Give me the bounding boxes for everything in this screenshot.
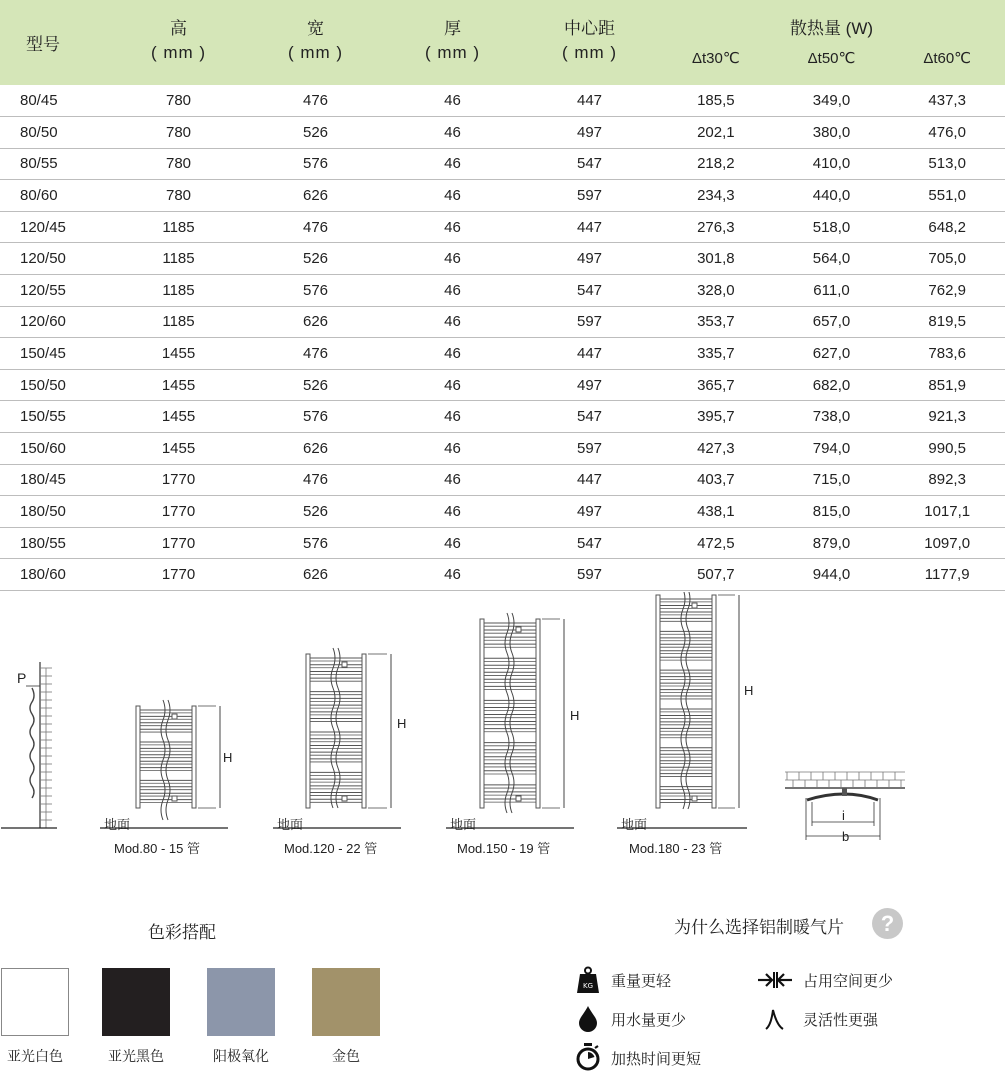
cell-center: 547 xyxy=(521,148,658,180)
side-radiator-profile xyxy=(30,688,34,798)
cell-height: 780 xyxy=(110,117,247,149)
header-thickness: 厚 ( mm ) xyxy=(424,19,481,62)
cell-dt50: 879,0 xyxy=(812,534,851,552)
swatch-matte-white xyxy=(1,968,69,1036)
table-row xyxy=(0,275,1005,307)
cell-dt50: 564,0 xyxy=(812,250,851,268)
cell-dt30: 507,7 xyxy=(697,566,735,584)
height-label-80: H xyxy=(223,750,233,765)
feature-space-saving: 占用空间更少 xyxy=(803,973,894,990)
height-label-180: H xyxy=(744,683,754,698)
cell-dt30: 218,2 xyxy=(697,155,735,173)
rad80-break-line xyxy=(166,700,170,820)
swatch-label-matte-black: 亚光黑色 xyxy=(108,1048,164,1064)
swatch-label-anodized: 阳极氧化 xyxy=(213,1048,269,1064)
cell-dt60: 1017,1 xyxy=(924,503,971,521)
cell-dt60: 921,3 xyxy=(928,408,966,426)
cell-center: 597 xyxy=(521,559,658,591)
cell-width: 626 xyxy=(247,433,384,465)
feature-flexible: 灵活性更强 xyxy=(803,1012,879,1029)
cell-dt50: 657,0 xyxy=(812,313,851,331)
height-label-150: H xyxy=(570,708,580,723)
cell-model: 150/50 xyxy=(0,369,110,401)
cell-dt60: 892,3 xyxy=(928,471,966,489)
cell-heat-group xyxy=(658,243,1005,275)
table-body xyxy=(0,85,1005,591)
cell-thickness: 46 xyxy=(384,117,521,149)
cell-model: 80/50 xyxy=(0,117,110,149)
cell-dt50: 738,0 xyxy=(812,408,851,426)
cell-model: 180/60 xyxy=(0,559,110,591)
cell-thickness: 46 xyxy=(384,148,521,180)
cell-height: 1185 xyxy=(110,275,247,307)
cell-width: 526 xyxy=(247,243,384,275)
cell-model: 120/60 xyxy=(0,306,110,338)
header-dt30: Δt30℃ xyxy=(691,50,740,67)
rad150-left-rail xyxy=(480,619,484,808)
cell-heat-group xyxy=(658,117,1005,149)
cell-center: 447 xyxy=(521,211,658,243)
cell-model: 180/50 xyxy=(0,496,110,528)
cell-thickness: 46 xyxy=(384,180,521,212)
cell-dt30: 202,1 xyxy=(697,123,735,141)
cell-thickness: 46 xyxy=(384,85,521,117)
table-row xyxy=(0,496,1005,528)
cell-dt30: 395,7 xyxy=(697,408,735,426)
feature-less-water: 用水量更少 xyxy=(611,1012,687,1029)
cell-center: 447 xyxy=(521,338,658,370)
cell-heat-group xyxy=(658,338,1005,370)
table-row xyxy=(0,369,1005,401)
rad180-bracket xyxy=(692,796,697,801)
cell-model: 150/55 xyxy=(0,401,110,433)
cell-dt50: 410,0 xyxy=(812,155,851,173)
cell-heat-group xyxy=(658,369,1005,401)
cell-width: 576 xyxy=(247,148,384,180)
rad120-left-rail xyxy=(306,654,310,808)
cell-model: 150/45 xyxy=(0,338,110,370)
table-row xyxy=(0,338,1005,370)
table-row xyxy=(0,211,1005,243)
cell-heat-group xyxy=(658,306,1005,338)
cell-width: 476 xyxy=(247,338,384,370)
rad180-right-rail xyxy=(712,595,716,808)
rad150-break-line xyxy=(505,613,509,813)
header-height: 高 ( mm ) xyxy=(150,19,207,62)
ground-label-150: 地面 xyxy=(450,817,477,832)
flexibility-icon xyxy=(763,1008,785,1030)
cell-thickness: 46 xyxy=(384,243,521,275)
cell-thickness: 46 xyxy=(384,369,521,401)
cell-dt30: 185,5 xyxy=(697,92,735,110)
cell-width: 476 xyxy=(247,211,384,243)
cell-thickness: 46 xyxy=(384,496,521,528)
cell-dt60: 819,5 xyxy=(928,313,966,331)
cell-model: 120/45 xyxy=(0,211,110,243)
swatch-gold xyxy=(312,968,380,1036)
cell-dt30: 328,0 xyxy=(697,281,735,299)
cell-dt60: 783,6 xyxy=(928,345,966,363)
rad80-bracket xyxy=(172,796,177,801)
cell-height: 1185 xyxy=(110,243,247,275)
cell-model: 80/60 xyxy=(0,180,110,212)
cell-width: 526 xyxy=(247,496,384,528)
cell-dt50: 794,0 xyxy=(812,439,851,457)
cell-heat-group xyxy=(658,433,1005,465)
cell-model: 120/50 xyxy=(0,243,110,275)
cell-height: 1770 xyxy=(110,464,247,496)
header-model: 型号 xyxy=(26,35,60,54)
ground-label-180: 地面 xyxy=(621,817,648,832)
cell-height: 1455 xyxy=(110,338,247,370)
cell-dt30: 403,7 xyxy=(697,471,735,489)
cell-dt50: 944,0 xyxy=(812,566,851,584)
cell-center: 497 xyxy=(521,243,658,275)
cell-center: 447 xyxy=(521,85,658,117)
cell-width: 576 xyxy=(247,275,384,307)
stopwatch-icon xyxy=(575,1043,601,1071)
cell-dt50: 518,0 xyxy=(812,218,851,236)
cell-heat-group xyxy=(658,211,1005,243)
cell-height: 1185 xyxy=(110,211,247,243)
cell-dt50: 611,0 xyxy=(813,281,850,299)
header-width: 宽 ( mm ) xyxy=(287,19,344,62)
rad120-right-rail xyxy=(362,654,366,808)
cell-height: 780 xyxy=(110,148,247,180)
swatch-anodized xyxy=(207,968,275,1036)
header-dt60: Δt60℃ xyxy=(923,50,972,67)
cell-model: 180/55 xyxy=(0,527,110,559)
cell-dt60: 476,0 xyxy=(928,123,966,141)
cell-dt60: 762,9 xyxy=(928,281,966,299)
table-row xyxy=(0,527,1005,559)
cell-width: 476 xyxy=(247,464,384,496)
table-row xyxy=(0,401,1005,433)
cell-height: 1185 xyxy=(110,306,247,338)
cell-width: 526 xyxy=(247,369,384,401)
cell-heat-group xyxy=(658,180,1005,212)
header-heat-output: 散热量 (W) Δt30℃ Δt50℃ Δt60℃ xyxy=(658,0,1005,85)
table-header xyxy=(0,0,1005,85)
model-label-120: Mod.120 - 22 管 xyxy=(284,841,378,856)
cell-thickness: 46 xyxy=(384,275,521,307)
question-mark-icon: ? xyxy=(872,908,903,939)
rad80-bracket xyxy=(172,714,177,719)
swatch-matte-black xyxy=(102,968,170,1036)
model-label-180: Mod.180 - 23 管 xyxy=(629,841,723,856)
cell-dt60: 551,0 xyxy=(928,187,966,205)
cell-height: 1770 xyxy=(110,559,247,591)
cell-model: 180/45 xyxy=(0,464,110,496)
rad150-bracket xyxy=(516,796,521,801)
cell-heat-group xyxy=(658,496,1005,528)
cell-dt60: 1177,9 xyxy=(924,566,970,584)
cell-model: 120/55 xyxy=(0,275,110,307)
plan-bracket xyxy=(842,788,847,796)
cell-dt50: 682,0 xyxy=(812,376,851,394)
cell-dt60: 851,9 xyxy=(928,376,966,394)
why-title: 为什么选择铝制暖气片 xyxy=(674,918,844,937)
rad150-break-line xyxy=(510,613,514,813)
cell-dt60: 990,5 xyxy=(928,439,966,457)
rad80-left-rail xyxy=(136,706,140,808)
cell-height: 780 xyxy=(110,180,247,212)
inner-width-label: i xyxy=(842,808,845,823)
cell-thickness: 46 xyxy=(384,464,521,496)
table-row xyxy=(0,464,1005,496)
cell-width: 526 xyxy=(247,117,384,149)
cell-thickness: 46 xyxy=(384,527,521,559)
rad150-bracket xyxy=(516,627,521,632)
cell-dt30: 276,3 xyxy=(697,218,735,236)
cell-dt50: 715,0 xyxy=(812,471,851,489)
cell-height: 1770 xyxy=(110,527,247,559)
table-row xyxy=(0,148,1005,180)
cell-center: 597 xyxy=(521,433,658,465)
cell-height: 780 xyxy=(110,85,247,117)
cell-dt50: 440,0 xyxy=(812,187,851,205)
header-center-distance: 中心距 ( mm ) xyxy=(561,19,618,62)
cell-dt30: 234,3 xyxy=(697,187,735,205)
cell-model: 150/60 xyxy=(0,433,110,465)
cell-dt30: 472,5 xyxy=(697,534,735,552)
ground-label-120: 地面 xyxy=(277,817,304,832)
weight-icon xyxy=(576,966,600,994)
cell-dt50: 627,0 xyxy=(812,345,851,363)
cell-dt60: 1097,0 xyxy=(924,534,971,552)
swatch-label-gold: 金色 xyxy=(332,1048,360,1064)
cell-dt30: 438,1 xyxy=(697,503,735,521)
cell-width: 626 xyxy=(247,180,384,212)
model-label-80: Mod.80 - 15 管 xyxy=(114,841,200,856)
rad80-right-rail xyxy=(192,706,196,808)
cell-thickness: 46 xyxy=(384,306,521,338)
cell-thickness: 46 xyxy=(384,211,521,243)
cell-dt30: 365,7 xyxy=(697,376,735,394)
cell-dt50: 815,0 xyxy=(812,503,851,521)
cell-center: 547 xyxy=(521,275,658,307)
cell-center: 547 xyxy=(521,401,658,433)
table-row xyxy=(0,243,1005,275)
cell-heat-group xyxy=(658,85,1005,117)
cell-heat-group xyxy=(658,464,1005,496)
header-dt50: Δt50℃ xyxy=(807,50,856,67)
cell-dt60: 648,2 xyxy=(928,218,966,236)
rad180-bracket xyxy=(692,603,697,608)
cell-heat-group xyxy=(658,559,1005,591)
cell-model: 80/45 xyxy=(0,85,110,117)
cell-dt30: 335,7 xyxy=(697,345,735,363)
rad150-right-rail xyxy=(536,619,540,808)
compress-arrows-icon xyxy=(757,970,793,990)
feature-fast-heating: 加热时间更短 xyxy=(611,1051,702,1068)
dimension-drawings xyxy=(0,592,1005,872)
cell-width: 576 xyxy=(247,401,384,433)
cell-center: 597 xyxy=(521,306,658,338)
rad80-break-line xyxy=(161,700,165,820)
svg-text:KG: KG xyxy=(582,982,594,990)
rad120-break-line xyxy=(331,648,335,808)
table-row xyxy=(0,180,1005,212)
swatch-label-matte-white: 亚光白色 xyxy=(7,1048,63,1064)
cell-width: 476 xyxy=(247,85,384,117)
cell-dt50: 349,0 xyxy=(812,92,851,110)
cell-center: 497 xyxy=(521,117,658,149)
cell-dt60: 705,0 xyxy=(928,250,966,268)
cell-dt60: 437,3 xyxy=(928,92,966,110)
rad120-break-line xyxy=(336,648,340,808)
cell-thickness: 46 xyxy=(384,559,521,591)
cell-dt60: 513,0 xyxy=(928,155,966,173)
cell-center: 497 xyxy=(521,496,658,528)
cell-center: 597 xyxy=(521,180,658,212)
rad120-bracket xyxy=(342,796,347,801)
table-row xyxy=(0,306,1005,338)
cell-dt30: 301,8 xyxy=(697,250,735,268)
cell-center: 547 xyxy=(521,527,658,559)
cell-dt50: 380,0 xyxy=(812,123,851,141)
table-row xyxy=(0,85,1005,117)
cell-heat-group xyxy=(658,527,1005,559)
cell-height: 1455 xyxy=(110,433,247,465)
feature-lighter: 重量更轻 xyxy=(611,973,672,990)
cell-width: 626 xyxy=(247,559,384,591)
ground-label-80: 地面 xyxy=(104,817,131,832)
cell-center: 447 xyxy=(521,464,658,496)
cell-height: 1770 xyxy=(110,496,247,528)
cell-model: 80/55 xyxy=(0,148,110,180)
rad120-bracket xyxy=(342,662,347,667)
cell-thickness: 46 xyxy=(384,401,521,433)
radiator-drawings-svg xyxy=(0,592,1005,872)
cell-dt30: 427,3 xyxy=(697,439,735,457)
cell-heat-group xyxy=(658,275,1005,307)
water-drop-icon xyxy=(578,1005,598,1032)
model-label-150: Mod.150 - 19 管 xyxy=(457,841,551,856)
outer-width-label: b xyxy=(842,829,850,844)
cell-thickness: 46 xyxy=(384,433,521,465)
cell-heat-group xyxy=(658,148,1005,180)
side-depth-label: P xyxy=(17,670,27,686)
cell-width: 626 xyxy=(247,306,384,338)
cell-center: 497 xyxy=(521,369,658,401)
table-row xyxy=(0,433,1005,465)
table-row xyxy=(0,117,1005,149)
table-row xyxy=(0,559,1005,591)
cell-dt30: 353,7 xyxy=(697,313,735,331)
cell-height: 1455 xyxy=(110,401,247,433)
height-label-120: H xyxy=(397,716,407,731)
colors-title: 色彩搭配 xyxy=(148,923,216,942)
cell-heat-group xyxy=(658,401,1005,433)
rad180-left-rail xyxy=(656,595,660,808)
cell-width: 576 xyxy=(247,527,384,559)
cell-thickness: 46 xyxy=(384,338,521,370)
cell-height: 1455 xyxy=(110,369,247,401)
